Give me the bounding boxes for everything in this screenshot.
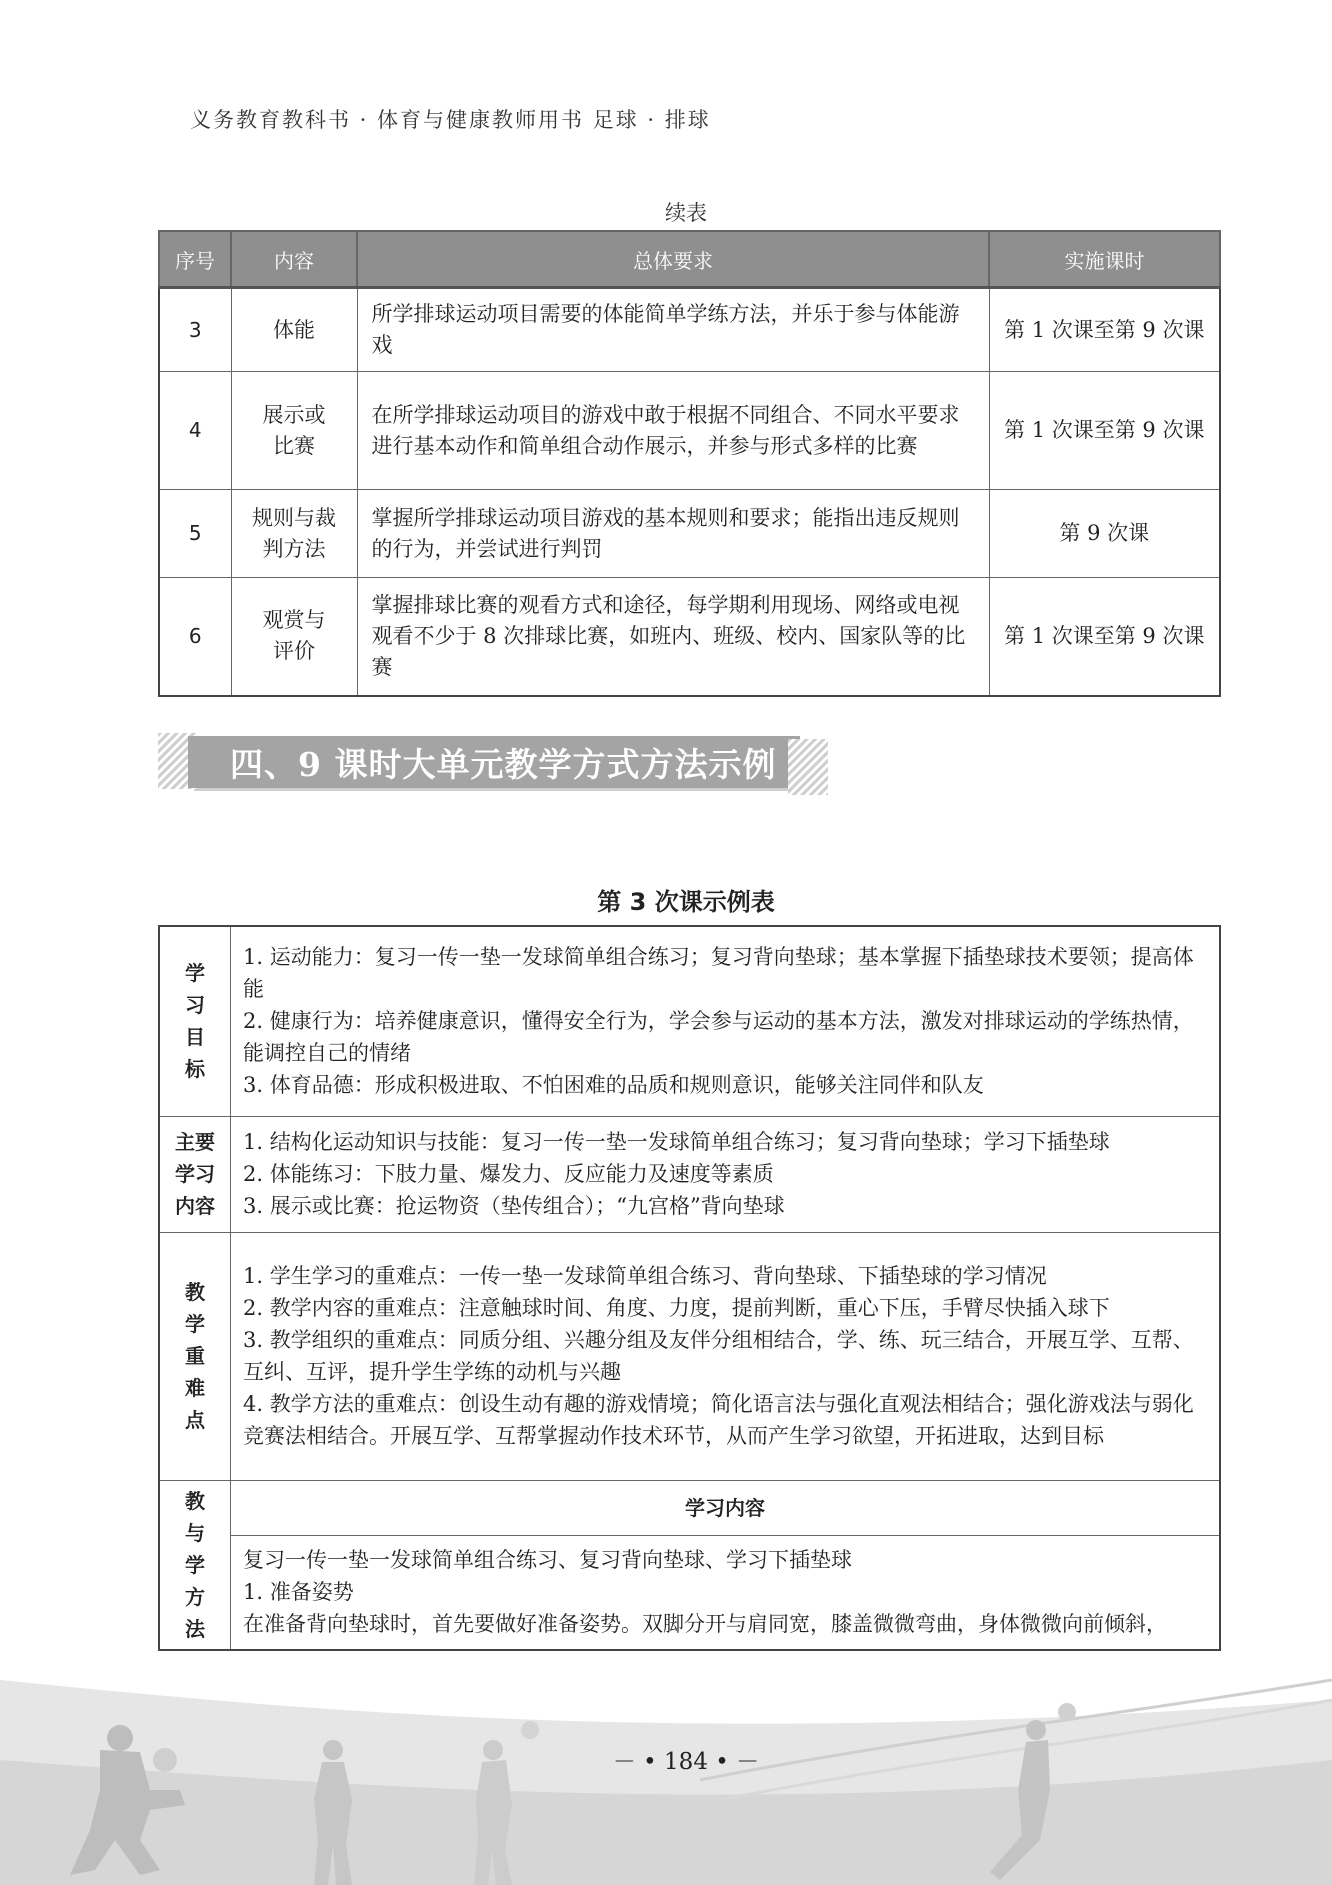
row-requirement: 所学排球运动项目需要的体能简单学练方法，并乐于参与体能游戏 — [357, 288, 989, 372]
col-header-number: 序号 — [159, 231, 231, 288]
content-items — [231, 1116, 1221, 1232]
table-header-row — [159, 231, 1220, 288]
section-title: 四、9 课时大单元教学方式方法示例 — [230, 745, 777, 784]
page-number: － • 184 • － — [612, 1749, 760, 1775]
methods-row — [159, 1535, 1220, 1650]
methods-subheader-row — [159, 1480, 1220, 1535]
section-heading — [158, 733, 828, 795]
content-item: 1. 结构化运动知识与技能：复习一传一垫一发球简单组合练习；复习背向垫球；学习下插垫球 — [243, 1130, 1110, 1154]
stripe-decoration — [788, 739, 828, 795]
methods-subheader: 学习内容 — [231, 1480, 1221, 1535]
content-label: 主要学习内容 — [159, 1116, 231, 1232]
row-hours: 第 1 次课至第 9 次课 — [989, 578, 1220, 696]
keypoints-content — [231, 1232, 1221, 1480]
content-row — [159, 1116, 1220, 1232]
content-item: 3. 展示或比赛：抢运物资（垫传组合）；“九宫格”背向垫球 — [243, 1194, 785, 1218]
lesson-table-caption: 第 3 次课示例表 — [597, 888, 775, 916]
row-requirement: 在所学排球运动项目的游戏中敢于根据不同组合、不同水平要求进行基本动作和简单组合动作展示，并参与形式多样的比赛 — [357, 372, 989, 490]
methods-content — [231, 1535, 1221, 1650]
row-number: 3 — [159, 288, 231, 372]
goals-content — [231, 926, 1221, 1116]
row-requirement: 掌握所学排球运动项目游戏的基本规则和要求；能指出违反规则的行为，并尝试进行判罚 — [357, 490, 989, 578]
method-item: 复习一传一垫一发球简单组合练习、复习背向垫球、学习下插垫球 — [243, 1548, 852, 1572]
methods-label: 教与学方法 — [159, 1480, 231, 1650]
keypoint-item: 3. 教学组织的重难点：同质分组、兴趣分组及友伴分组相结合，学、练、玩三结合，开展互学、互帮、互纠、互评，提升学生学练的动机与兴趣 — [243, 1328, 1194, 1384]
row-requirement: 掌握排球比赛的观看方式和途径，每学期利用现场、网络或电视观看不少于 8 次排球比赛，如班内、班级、校内、国家队等的比赛 — [357, 578, 989, 696]
table-row — [159, 288, 1220, 372]
method-item: 在准备背向垫球时，首先要做好准备姿势。双脚分开与肩同宽，膝盖微微弯曲，身体微微向前倾斜， — [243, 1612, 1167, 1636]
row-content: 展示或比赛 — [231, 372, 357, 490]
row-number: 4 — [159, 372, 231, 490]
table-row — [159, 490, 1220, 578]
goal-item: 3. 体育品德：形成积极进取、不怕困难的品质和规则意识，能够关注同伴和队友 — [243, 1073, 984, 1098]
keypoints-row — [159, 1232, 1220, 1480]
table-row — [159, 578, 1220, 696]
row-content: 观赏与评价 — [231, 578, 357, 696]
row-content: 体能 — [231, 288, 357, 372]
goal-item: 1. 运动能力：复习一传一垫一发球简单组合练习；复习背向垫球；基本掌握下插垫球技术要领；提高体能 — [243, 945, 1194, 1002]
row-content: 规则与裁判方法 — [231, 490, 357, 578]
keypoints-label: 教学重难点 — [159, 1232, 231, 1480]
row-hours: 第 9 次课 — [989, 490, 1220, 578]
goal-item: 2. 健康行为：培养健康意识，懂得安全行为，学会参与运动的基本方法，激发对排球运动的学练热情，能调控自己的情绪 — [243, 1009, 1194, 1066]
keypoint-item: 4. 教学方法的重难点：创设生动有趣的游戏情境；简化语言法与强化直观法相结合；强化游戏法与弱化竞赛法相结合。开展互学、互帮掌握动作技术环节，从而产生学习欲望，开拓进取，达到目标 — [243, 1392, 1194, 1448]
goals-label: 学习目标 — [159, 926, 231, 1116]
requirements-table — [158, 230, 1221, 697]
lesson-table — [158, 925, 1221, 1651]
goals-row — [159, 926, 1220, 1116]
col-header-hours: 实施课时 — [989, 231, 1220, 288]
method-item: 1. 准备姿势 — [243, 1580, 354, 1604]
continued-label: 续表 — [665, 201, 707, 225]
row-number: 5 — [159, 490, 231, 578]
keypoint-item: 1. 学生学习的重难点：一传一垫一发球简单组合练习、背向垫球、下插垫球的学习情况 — [243, 1264, 1047, 1288]
keypoint-item: 2. 教学内容的重难点：注意触球时间、角度、力度，提前判断，重心下压，手臂尽快插入球下 — [243, 1296, 1110, 1320]
col-header-content: 内容 — [231, 231, 357, 288]
row-hours: 第 1 次课至第 9 次课 — [989, 288, 1220, 372]
running-head: 义务教育教科书 · 体育与健康教师用书 足球 · 排球 — [190, 108, 711, 132]
col-header-requirement: 总体要求 — [357, 231, 989, 288]
table-row — [159, 372, 1220, 490]
row-hours: 第 1 次课至第 9 次课 — [989, 372, 1220, 490]
content-item: 2. 体能练习：下肢力量、爆发力、反应能力及速度等素质 — [243, 1162, 774, 1186]
row-number: 6 — [159, 578, 231, 696]
